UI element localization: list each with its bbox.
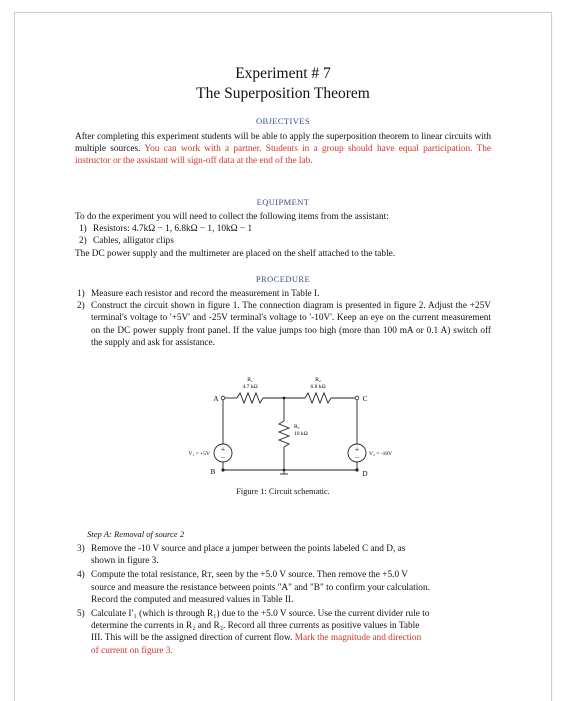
- text-line: Remove the -10 V source and place a jumper between the points labeled C and D, as: [91, 544, 406, 554]
- text-line: Calculate I′₁ (which is through R₁) due to the +5.0 V source. Use the current divider rule to: [91, 609, 430, 620]
- text-line: Compute the total resistance, Rᴛ, seen by the +5.0 V source. Then remove the +5.0 V: [91, 570, 408, 581]
- list-number: 1): [77, 289, 85, 299]
- procedure-item-text: Construct the circuit shown in figure 1. The connection diagram is presented in figure 2. Adjust the +25V terminal's voltage to '+5V' and -25V terminal's voltage to '-10V'. Keep an eye on the current measurement on the DC power supply front panel. If the value jumps too high (more than 100 mA or 0.1 A) switch off the supply and ask for assistance.: [91, 301, 491, 348]
- text-segment: III. This will be the assigned direction of current flow.: [91, 633, 293, 644]
- r3-name: R₃: [294, 424, 300, 430]
- objectives-note: You can work with a partner. Students in a group should have equal participation. The instructor or the assistant will sign-off data at the end of the lab.: [75, 144, 491, 167]
- equipment-item: [79, 235, 491, 247]
- procedure-item-text: Measure each resistor and record the measurement in Table I.: [91, 289, 320, 299]
- procedure-item: [77, 300, 491, 349]
- r1-value: 4.7 kΩ: [242, 384, 258, 390]
- junction-dot: [283, 397, 286, 400]
- text-line: [91, 632, 491, 644]
- procedure-item: [77, 569, 491, 606]
- r3-value: 10 kΩ: [294, 431, 308, 437]
- equipment-footer: The DC power supply and the multimeter are placed on the shelf attached to the table.: [75, 248, 396, 259]
- text-line: determine the currents in R₂ and R₃. Record all three currents as positive values in Table: [91, 621, 420, 632]
- step-a-title: Step A: Removal of source 2: [87, 529, 185, 539]
- procedure-section: [77, 288, 491, 349]
- procedure-heading: PROCEDURE: [255, 274, 311, 284]
- list-number: 1): [79, 224, 87, 235]
- node-a-label: A: [213, 395, 219, 403]
- procedure-item: [77, 288, 491, 300]
- v2-label: V₂ = -10V: [369, 451, 393, 457]
- v1-minus-sign: −: [220, 453, 226, 462]
- node-d-dot: [355, 468, 358, 471]
- procedure-item: [77, 543, 491, 567]
- text-line: shown in figure 3.: [91, 556, 159, 567]
- node-b-dot: [221, 468, 224, 471]
- r2-name: R₂: [315, 377, 321, 383]
- equipment-section: [75, 211, 491, 260]
- node-c-label: C: [362, 395, 368, 403]
- figure-caption: Figure 1: Circuit schematic.: [236, 487, 330, 496]
- red-text-segment: Mark the magnitude and direction: [292, 633, 422, 644]
- objectives-text: [75, 131, 491, 168]
- node-c-dot: [355, 396, 359, 400]
- list-number: 2): [77, 301, 85, 312]
- node-d-label: D: [362, 470, 368, 478]
- v2-plus-sign: +: [354, 445, 360, 454]
- resistor-r2: [305, 393, 331, 403]
- list-number: 3): [77, 544, 85, 554]
- r2-value: 6.8 kΩ: [310, 384, 326, 390]
- equipment-item-text: Resistors: 4.7kΩ − 1, 6.8kΩ − 1, 10kΩ − 1: [93, 224, 253, 235]
- node-b-label: B: [210, 468, 216, 476]
- r1-name: R₁: [247, 377, 253, 383]
- list-number: 5): [77, 609, 85, 620]
- equipment-item: [79, 223, 491, 235]
- list-number: 2): [79, 236, 87, 247]
- objectives-body: After completing this experiment students will be able to apply the superposition theorem to linear circuits with multiple sources.: [75, 132, 491, 155]
- document-page: [14, 12, 552, 701]
- resistor-r1: [237, 393, 263, 403]
- v1-label: V₁ = +5V: [188, 451, 210, 457]
- objectives-heading: OBJECTIVES: [255, 116, 311, 126]
- equipment-heading: EQUIPMENT: [256, 197, 310, 207]
- text-line: Record the computed and measured values in Table II.: [91, 594, 294, 605]
- text-line: source and measure the resistance between points "A" and "B" to confirm your calculation.: [91, 582, 430, 593]
- equipment-intro: To do the experiment you will need to collect the following items from the assistant:: [75, 212, 389, 222]
- list-number: 4): [77, 570, 85, 581]
- node-a-dot: [221, 396, 225, 400]
- red-text-line: of current on figure 3.: [91, 645, 173, 656]
- junction-dot: [283, 469, 286, 472]
- v1-plus-sign: +: [220, 445, 226, 454]
- v2-minus-sign: −: [354, 453, 360, 462]
- resistor-r3: [279, 421, 289, 447]
- step-a-section: [77, 543, 491, 657]
- experiment-title: Experiment # 7: [235, 65, 331, 82]
- circuit-schematic: [165, 363, 415, 478]
- procedure-item: [77, 608, 491, 657]
- equipment-item-text: Cables, alligator clips: [93, 236, 174, 247]
- experiment-subtitle: The Superposition Theorem: [196, 85, 370, 102]
